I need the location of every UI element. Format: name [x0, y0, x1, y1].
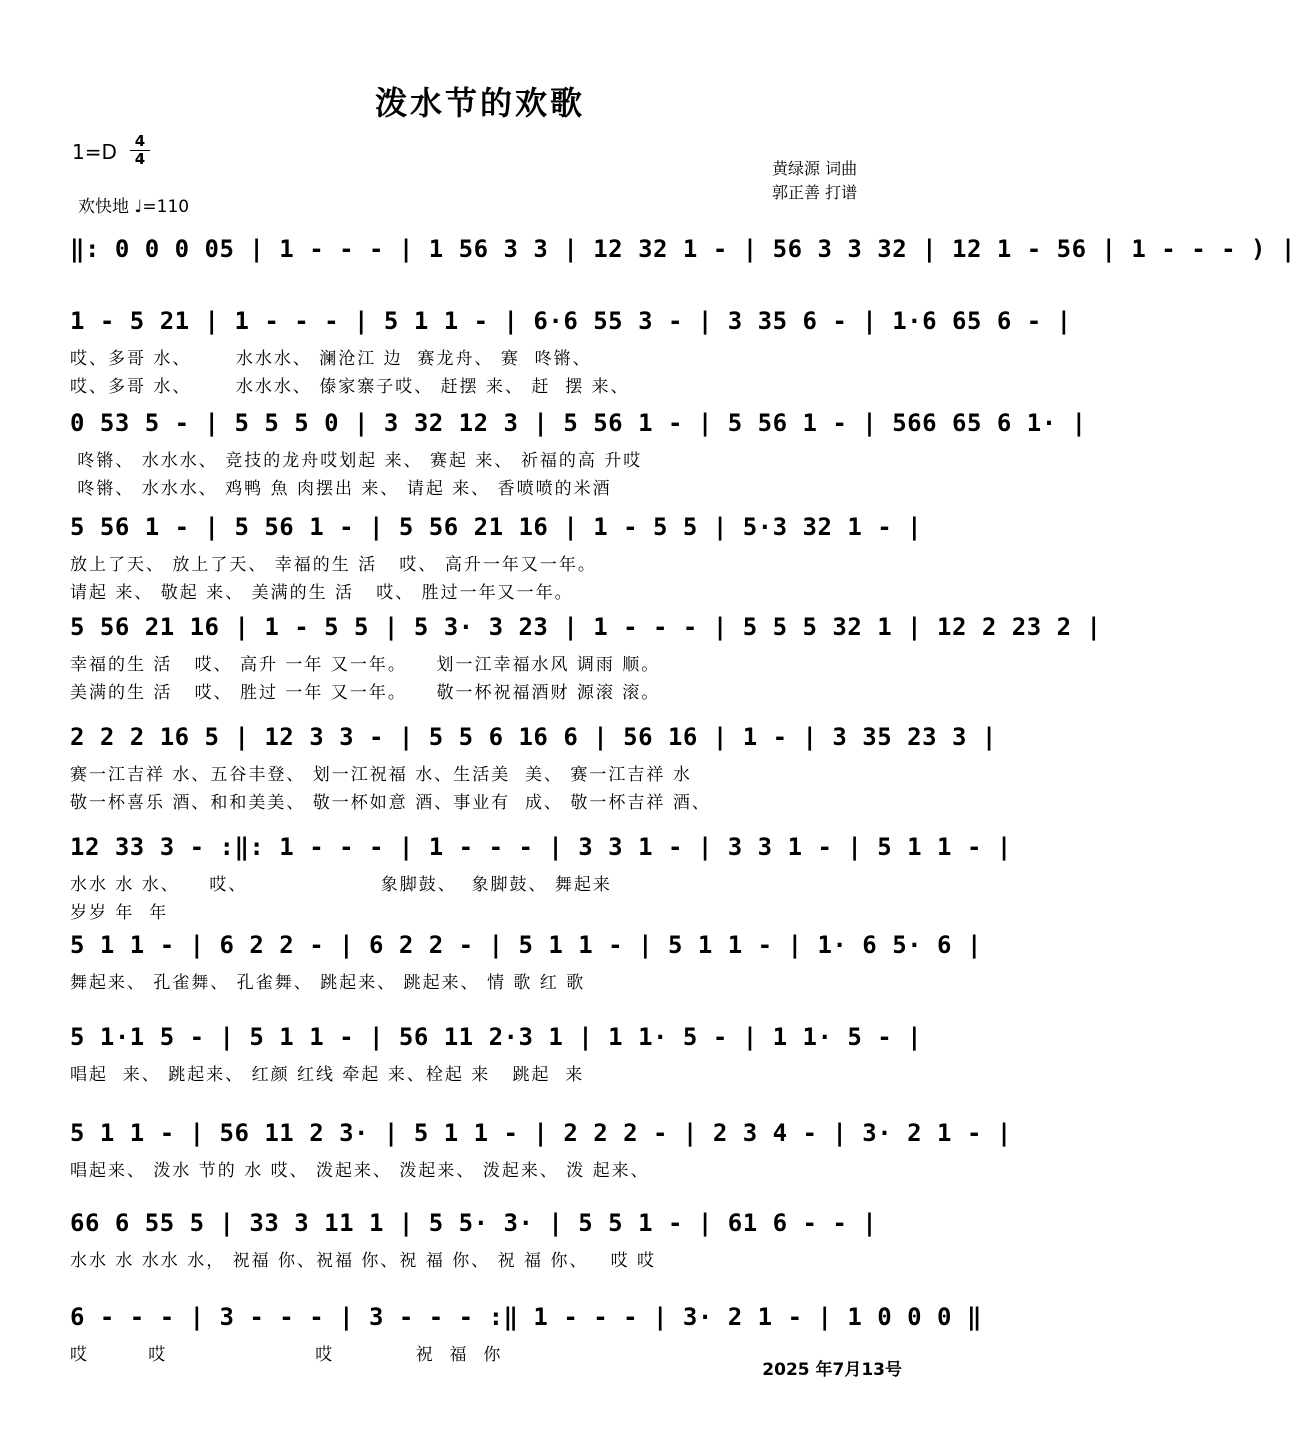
notes-line: 6 - - - | 3 - - - | 3 - - - :‖ 1 - - - | 3· 2 1 - | 1 0 0 0 ‖: [70, 1303, 982, 1331]
score-system: [70, 228, 1296, 278]
arranger-credit: 郭正善 打谱: [772, 183, 858, 202]
lyric-verse-1: 舞起来、 孔雀舞、 孔雀舞、 跳起来、 跳起来、 情 歌 红 歌: [70, 973, 586, 993]
lyric-verse-1: 哎、多哥 水、 水水水、 澜沧江 边 赛龙舟、 赛 咚锵、: [70, 349, 592, 369]
lyric-verse-2: 敬一杯喜乐 酒、和和美美、 敬一杯如意 酒、事业有 成、 敬一杯吉祥 酒、: [70, 793, 711, 813]
notes-line: 2 2 2 16 5 | 12 3 3 - | 5 5 6 16 6 | 56 16 | 1 - | 3 35 23 3 |: [70, 723, 997, 751]
time-bottom: 4: [134, 150, 146, 168]
score-system: [70, 1112, 1012, 1192]
score-system: [70, 716, 997, 816]
score-system: [70, 924, 982, 1004]
score-system: [70, 300, 1072, 400]
song-title: 泼水节的欢歌: [374, 84, 585, 122]
lyric-verse-1: 唱起 来、 跳起来、 红颜 红线 牵起 来、栓起 来 跳起 来: [70, 1065, 585, 1085]
key-signature: 1=D: [72, 140, 117, 164]
score-system: [70, 506, 923, 606]
lyric-verse-1: 放上了天、 放上了天、 幸福的生 活 哎、 高升一年又一年。: [70, 555, 597, 575]
time-signature: [130, 134, 150, 167]
notes-line: 5 56 1 - | 5 56 1 - | 5 56 21 16 | 1 - 5 5 | 5·3 32 1 - |: [70, 513, 923, 541]
lyric-verse-2: 岁岁 年 年: [70, 903, 169, 923]
score-system: [70, 1202, 900, 1282]
time-top: 4: [134, 132, 146, 150]
score-system: [70, 1016, 923, 1096]
lyric-verse-1: 哎 哎 哎 祝 福 你: [70, 1345, 503, 1365]
score-system: [70, 826, 1012, 926]
tempo-marking: 欢快地 ♩=110: [78, 197, 190, 217]
lyric-verse-2: 请起 来、 敬起 来、 美满的生 活 哎、 胜过一年又一年。: [70, 583, 574, 603]
notes-line: 0 53 5 - | 5 5 5 0 | 3 32 12 3 | 5 56 1 - | 5 56 1 - | 566 65 6 1· |: [70, 409, 1087, 437]
lyric-verse-1: 赛一江吉祥 水、五谷丰登、 划一江祝福 水、生活美 美、 赛一江吉祥 水: [70, 765, 692, 785]
lyric-verse-1: 唱起来、 泼水 节的 水 哎、 泼起来、 泼起来、 泼起来、 泼 起来、: [70, 1161, 650, 1181]
lyric-verse-1: 咚锵、 水水水、 竞技的龙舟哎划起 来、 赛起 来、 祈福的高 升哎: [70, 451, 643, 471]
notes-line: 5 1 1 - | 6 2 2 - | 6 2 2 - | 5 1 1 - | 5 1 1 - | 1· 6 5· 6 |: [70, 931, 982, 959]
notes-line: 5 56 21 16 | 1 - 5 5 | 5 3· 3 23 | 1 - - - | 5 5 5 32 1 | 12 2 23 2 |: [70, 613, 1102, 641]
notes-line: ‖: 0 0 0 05 | 1 - - - | 1 56 3 3 | 12 32 1 - | 56 3 3 32 | 12 1 - 56 | 1 - - - ) |: [70, 235, 1296, 263]
lyric-verse-2: 哎、多哥 水、 水水水、 傣家寨子哎、 赶摆 来、 赶 摆 来、: [70, 377, 630, 397]
notes-line: 12 33 3 - :‖: 1 - - - | 1 - - - | 3 3 1 - | 3 3 1 - | 5 1 1 - |: [70, 833, 1012, 861]
lyric-verse-1: 水水 水 水、 哎、 象脚鼓、 象脚鼓、 舞起来: [70, 875, 612, 895]
notes-line: 5 1 1 - | 56 11 2 3· | 5 1 1 - | 2 2 2 - | 2 3 4 - | 3· 2 1 - |: [70, 1119, 1012, 1147]
lyric-verse-1: 幸福的生 活 哎、 高升 一年 又一年。 划一江幸福水风 调雨 顺。: [70, 655, 661, 675]
lyric-verse-2: 咚锵、 水水水、 鸡鸭 魚 肉摆出 来、 请起 来、 香喷喷的米酒: [70, 479, 612, 499]
score-system: [70, 606, 1102, 706]
score-system: [70, 402, 1087, 502]
lyric-verse-2: 美满的生 活 哎、 胜过 一年 又一年。 敬一杯祝福酒财 源滚 滚。: [70, 683, 661, 703]
notes-line: 5 1·1 5 - | 5 1 1 - | 56 11 2·3 1 | 1 1· 5 - | 1 1· 5 - |: [70, 1023, 923, 1051]
lyricist-credit: 黄绿源 词曲: [772, 159, 858, 178]
notes-line: 1 - 5 21 | 1 - - - | 5 1 1 - | 6·6 55 3 - | 3 35 6 - | 1·6 65 6 - |: [70, 307, 1072, 335]
date-stamp: 2025 年7月13号: [762, 1360, 902, 1380]
lyric-verse-1: 水水 水 水水 水， 祝福 你、祝福 你、祝 福 你、 祝 福 你、 哎 哎: [70, 1251, 657, 1271]
notes-line: 66 6 55 5 | 33 3 11 1 | 5 5· 3· | 5 5 1 - | 61 6 - - |: [70, 1209, 878, 1237]
